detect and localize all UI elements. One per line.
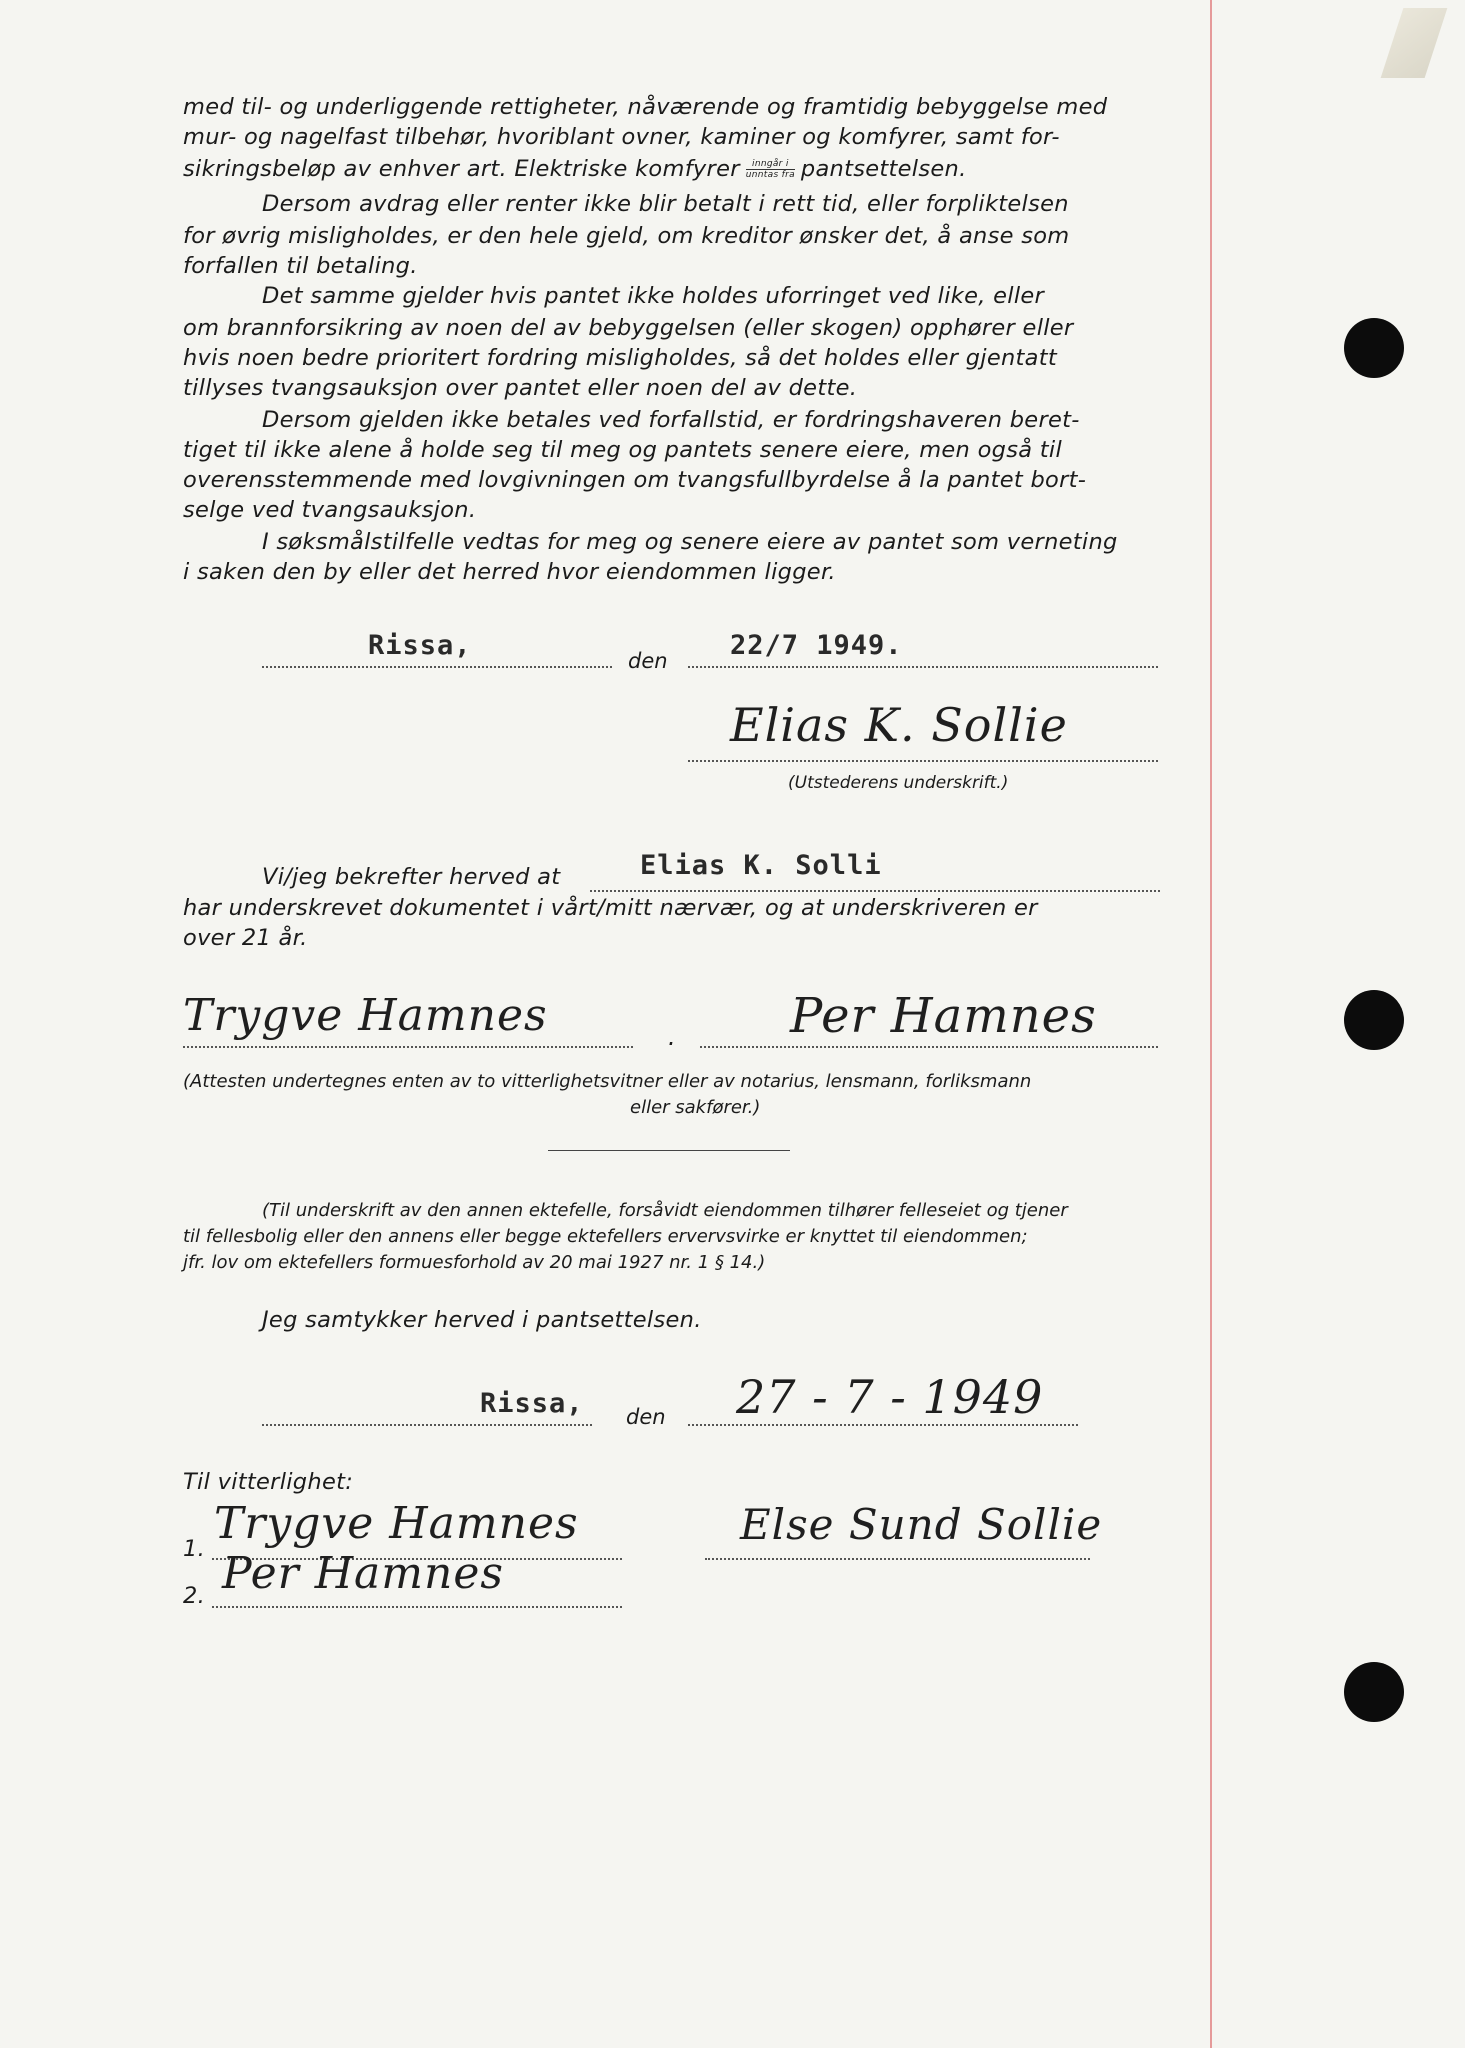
inngaar-unntas-fraction <box>746 159 795 180</box>
signature-dotted-line <box>688 760 1158 762</box>
witness-signature-2: Per Hamnes <box>790 988 1097 1044</box>
punch-hole <box>1344 318 1404 378</box>
den-label: den <box>628 649 668 673</box>
witness-dotted-line <box>212 1606 622 1608</box>
body-line: Det samme gjelder hvis pantet ikke holdes uforringet ved like, eller <box>262 283 1045 309</box>
issuer-signature: Elias K. Sollie <box>730 698 1068 752</box>
body-line: Dersom avdrag eller renter ikke blir betalt i rett tid, eller forpliktelsen <box>262 191 1069 217</box>
body-line-fraction <box>183 154 967 184</box>
date-handwritten: 27 - 7 - 1949 <box>736 1370 1044 1424</box>
confirm-dotted-line <box>590 890 1160 892</box>
body-line: tillyses tvangsauksjon over pantet eller noen del av dette. <box>183 375 858 401</box>
date-dotted-line <box>688 1424 1078 1426</box>
body-line: I søksmålstilfelle vedtas for meg og senere eiere av pantet som verneting <box>262 529 1118 555</box>
body-line: selge ved tvangsauksjon. <box>183 497 477 523</box>
body-line: for øvrig misligholdes, er den hele gjeld, om kreditor ønsker det, å anse som <box>183 223 1070 249</box>
body-line: tiget til ikke alene å holde seg til meg og pantets senere eiere, men også til <box>183 437 1063 463</box>
witness-number: 1. <box>183 1536 206 1562</box>
body-line: i saken den by eller det herred hvor eiendommen ligger. <box>183 559 836 585</box>
body-line: Dersom gjelden ikke betales ved forfallstid, er fordringshaveren beret- <box>262 407 1080 433</box>
witness-dotted-line <box>700 1046 1158 1048</box>
place-dotted-line <box>262 1424 592 1426</box>
divider-rule <box>548 1150 790 1151</box>
witness-signature-b1: Trygve Hamnes <box>214 1498 579 1549</box>
issuer-caption: (Utstederens underskrift.) <box>788 773 1009 793</box>
attest-note: eller sakfører.) <box>630 1097 761 1118</box>
place-typed: Rissa, <box>480 1388 584 1419</box>
witness-dotted-line <box>183 1046 633 1048</box>
body-line: mur- og nagelfast tilbehør, hvoriblant ovner, kaminer og komfyrer, samt for- <box>183 124 1060 150</box>
spouse-note: til fellesbolig eller den annens eller begge ektefellers ervervsvirke er knyttet til eiendommen; <box>183 1226 1028 1247</box>
spouse-signature: Else Sund Sollie <box>740 1500 1103 1549</box>
witness-number: 2. <box>183 1583 206 1609</box>
folded-corner <box>1381 8 1448 78</box>
body-line: overensstemmende med lovgivningen om tvangsfullbyrdelse å la pantet bort- <box>183 467 1087 493</box>
confirm-line: har underskrevet dokumentet i vårt/mitt nærvær, og at underskriveren er <box>183 895 1038 921</box>
date-typed: 22/7 1949. <box>730 630 903 661</box>
den-label: den <box>626 1405 666 1429</box>
fraction-bottom: unntas fra <box>745 170 795 180</box>
body-line: forfallen til betaling. <box>183 253 418 279</box>
til-vitterlighet-label: Til vitterlighet: <box>183 1469 354 1495</box>
witness-separator: . <box>668 1023 676 1051</box>
witness-signature-b2: Per Hamnes <box>222 1548 504 1599</box>
punch-hole <box>1344 1662 1404 1722</box>
confirm-name-typed: Elias K. Solli <box>640 850 882 881</box>
body-line-end: pantsettelsen. <box>800 156 967 182</box>
red-margin-line <box>1210 0 1212 2048</box>
body-line: sikringsbeløp av enhver art. Elektriske komfyrer <box>183 156 740 182</box>
place-typed: Rissa, <box>368 630 472 661</box>
body-line: hvis noen bedre prioritert fordring misligholdes, så det holdes eller gjentatt <box>183 345 1058 371</box>
confirm-line: over 21 år. <box>183 925 308 951</box>
spouse-dotted-line <box>705 1558 1090 1560</box>
attest-note: (Attesten undertegnes enten av to vitterlighetsvitner eller av notarius, lensmann, forliksmann <box>183 1071 1032 1092</box>
place-dotted-line <box>262 666 612 668</box>
body-line: om brannforsikring av noen del av bebyggelsen (eller skogen) opphører eller <box>183 315 1074 341</box>
confirm-prefix: Vi/jeg bekrefter herved at <box>262 864 561 890</box>
fraction-top: inngår i <box>746 159 795 170</box>
punch-hole <box>1344 990 1404 1050</box>
body-line: med til- og underliggende rettigheter, nåværende og framtidig bebyggelse med <box>183 94 1108 120</box>
spouse-note: jfr. lov om ektefellers formuesforhold av 20 mai 1927 nr. 1 § 14.) <box>183 1252 766 1273</box>
spouse-note: (Til underskrift av den annen ektefelle, forsåvidt eiendommen tilhører felleseiet og tjener <box>262 1200 1068 1221</box>
consent-text: Jeg samtykker herved i pantsettelsen. <box>262 1307 702 1333</box>
date-dotted-line <box>688 666 1158 668</box>
witness-signature-1: Trygve Hamnes <box>183 990 548 1041</box>
